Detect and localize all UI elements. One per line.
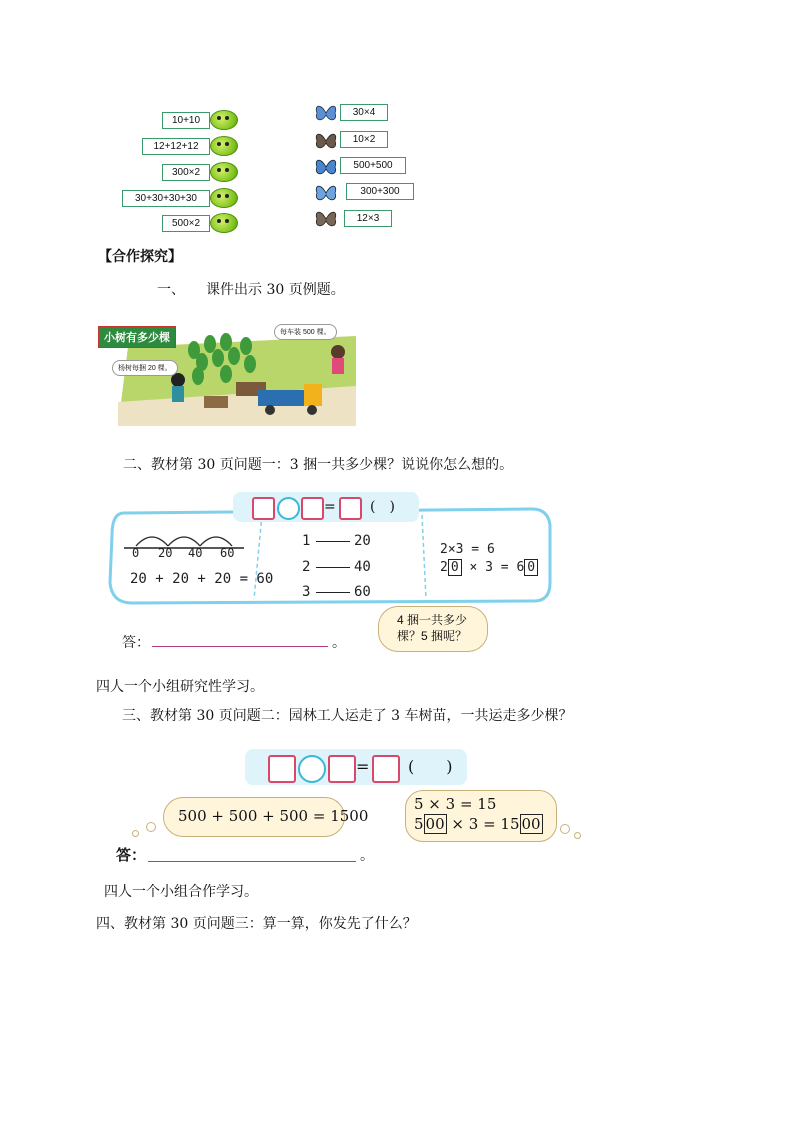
section-title: 【合作探究】	[98, 249, 182, 265]
answer-line[interactable]	[152, 646, 328, 647]
zero-box: 00	[425, 815, 445, 833]
tree-scene-illustration	[98, 322, 356, 426]
answer-label: 答：	[122, 635, 150, 651]
item-1-number: 一、	[157, 282, 185, 298]
caterpillar-expression: 500×2	[162, 215, 210, 232]
butterfly-icon	[314, 208, 338, 230]
digit: × 3 = 6	[469, 560, 525, 575]
note-2: 四人一个小组合作学习。	[104, 884, 258, 900]
caterpillar-icon	[210, 162, 238, 182]
equals-sign: =	[324, 499, 336, 515]
digit: × 3 = 15	[451, 815, 520, 833]
caterpillar-icon	[210, 110, 238, 130]
repeated-addition: 20 + 20 + 20 = 60	[130, 571, 274, 587]
map-row-to: 60	[354, 584, 371, 600]
digit: 2	[440, 560, 448, 575]
map-row-from: 1	[302, 533, 311, 549]
caterpillar-expression: 10+10	[162, 112, 210, 129]
butterfly-icon	[314, 102, 338, 124]
unit-parentheses: ( )	[370, 499, 395, 515]
bubble-tail-dot	[146, 822, 156, 832]
note-1: 四人一个小组研究性学习。	[96, 679, 264, 695]
map-row-from: 3	[302, 584, 311, 600]
answer-label: 答：	[116, 846, 147, 864]
butterfly-icon	[314, 182, 338, 204]
zero-box: 0	[448, 559, 462, 576]
butterfly-expression: 30×4	[340, 104, 388, 121]
item-1-text: 课件出示 30 页例题。	[206, 282, 345, 298]
butterfly-expression: 300+300	[346, 183, 414, 200]
bubble-tail-dot	[132, 830, 139, 837]
equals-sign: =	[356, 757, 370, 776]
answer-end: 。	[332, 635, 346, 651]
blank-box	[328, 755, 356, 783]
map-row-from: 2	[302, 559, 311, 575]
caterpillar-expression: 30+30+30+30	[122, 190, 210, 207]
boy-speech-bubble: 杨树每捆 20 棵。	[112, 360, 178, 376]
blank-box	[268, 755, 296, 783]
blank-box	[252, 497, 275, 520]
caterpillar-expression: 12+12+12	[142, 138, 210, 155]
caterpillar-icon	[210, 188, 238, 208]
number-line-tick: 60	[220, 546, 235, 560]
zero-box: 00	[521, 815, 541, 833]
butterfly-expression: 12×3	[344, 210, 392, 227]
multiplication-scaled	[414, 815, 543, 833]
think-bubble-text: 4 捆一共多少棵？5 捆呢？	[396, 613, 467, 643]
caterpillar-expression: 300×2	[162, 164, 210, 181]
digit: 5	[414, 815, 424, 833]
butterfly-expression: 10×2	[340, 131, 388, 148]
butterfly-icon	[314, 130, 338, 152]
unit-parentheses: ( )	[408, 757, 453, 776]
blank-box	[339, 497, 362, 520]
arrow-icon	[316, 592, 350, 593]
answer-line[interactable]	[148, 861, 356, 862]
multiplication-fact: 5 × 3 = 15	[414, 795, 497, 813]
blank-circle	[277, 497, 300, 520]
multiplication-fact: 2×3 = 6	[440, 542, 495, 557]
bubble-tail-dot	[574, 832, 581, 839]
repeated-addition: 500 + 500 + 500 = 1500	[178, 807, 369, 825]
number-line-tick: 20	[158, 546, 173, 560]
scene-title: 小树有多少棵	[98, 326, 176, 348]
blank-box	[372, 755, 400, 783]
bubble-tail-dot	[560, 824, 570, 834]
girl-speech-bubble: 每车装 500 棵。	[274, 324, 337, 340]
map-row-to: 20	[354, 533, 371, 549]
butterfly-expression: 500+500	[340, 157, 406, 174]
caterpillar-icon	[210, 136, 238, 156]
caterpillar-icon	[210, 213, 238, 233]
multiplication-scaled	[440, 560, 538, 575]
zero-box: 0	[524, 559, 538, 576]
answer-end: 。	[360, 848, 374, 864]
arrow-icon	[316, 567, 350, 568]
item-4-text: 四、教材第 30 页问题三：算一算，你发先了什么？	[96, 916, 417, 932]
item-2-text: 二、教材第 30 页问题一：3 捆一共多少棵？说说你怎么想的。	[123, 457, 514, 473]
number-line-tick: 0	[132, 546, 140, 560]
butterfly-icon	[314, 156, 338, 178]
map-row-to: 40	[354, 559, 371, 575]
blank-box	[301, 497, 324, 520]
item-3-text: 三、教材第 30 页问题二：园林工人运走了 3 车树苗，一共运走多少棵？	[122, 708, 573, 724]
number-line-tick: 40	[188, 546, 203, 560]
arrow-icon	[316, 541, 350, 542]
blank-circle	[298, 755, 326, 783]
